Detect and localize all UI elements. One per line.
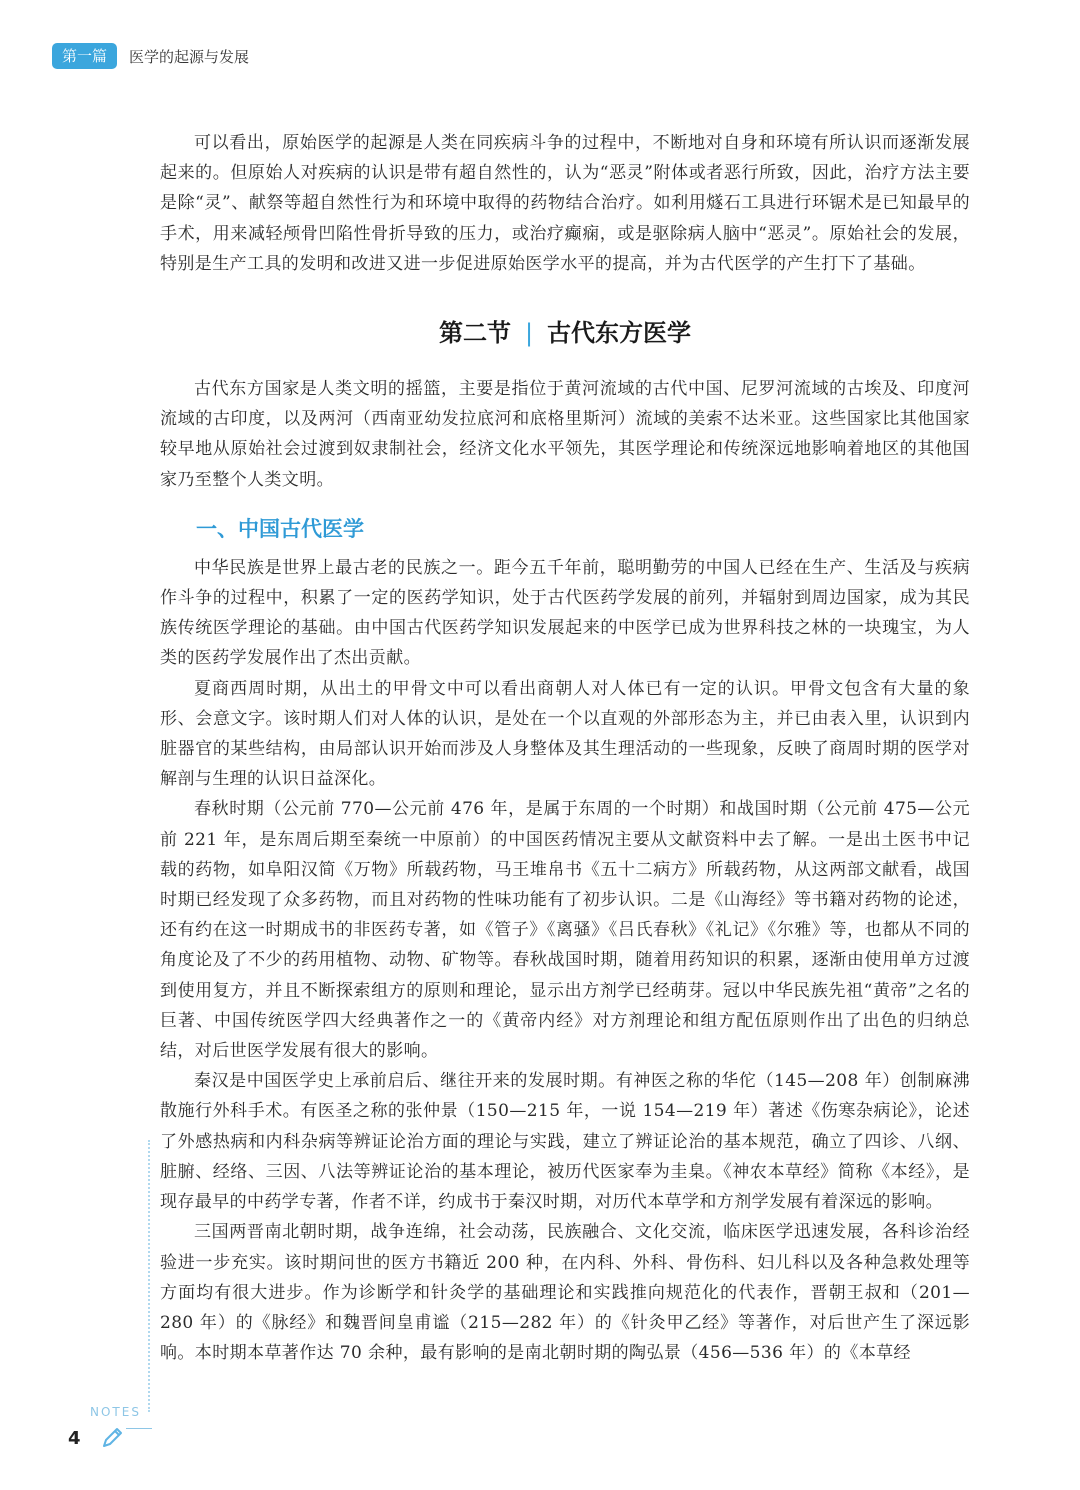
section-heading <box>160 313 970 348</box>
body-paragraph: 三国两晋南北朝时期，战争连绵，社会动荡，民族融合、文化交流，临床医学迅速发展，各科诊治经验进一步充实。该时期问世的医方书籍近 200 种，在内科、外科、骨伤科、妇儿科以及各种急救处理等方面均有很大进步。作为诊断学和针灸学的基础理论和实践推向规范化的代表作，晋朝王叔和（201—280 年）的《脉经》和魏晋间皇甫谧（215—282 年）的《针灸甲乙经》等著作，对后世产生了深远影响。本时期本草著作达 70 余种，最有影响的是南北朝时期的陶弘景（456—536 年）的《本草经 <box>160 1222 970 1364</box>
section-number: 第二节 <box>438 319 511 348</box>
notes-rule <box>126 1428 152 1429</box>
body-paragraph: 中华民族是世界上最古老的民族之一。距今五千年前，聪明勤劳的中国人已经在生产、生活及与疾病作斗争的过程中，积累了一定的医药学知识，处于古代医药学发展的前列，并辐射到周边国家，成为其民族传统医学理论的基础。由中国古代医药学知识发展起来的中医学已成为世界科技之林的一块瑰宝，为人类的医药学发展作出了杰出贡献。 <box>160 557 970 669</box>
pencil-icon <box>98 1424 126 1452</box>
notes-label: NOTES <box>90 1405 141 1419</box>
notes-margin-line <box>148 1140 150 1412</box>
subsection-heading: 一、中国古代医学 <box>196 516 364 541</box>
section-separator: | <box>524 319 534 348</box>
section-paragraph: 古代东方国家是人类文明的摇篮，主要是指位于黄河流域的古代中国、尼罗河流域的古埃及、印度河流域的古印度，以及两河（西南亚幼发拉底河和底格里斯河）流域的美索不达米亚。这些国家比其他国家较早地从原始社会过渡到奴隶制社会，经济文化水平领先，其医学理论和传统深远地影响着地区的其他国家乃至整个人类文明。 <box>160 379 970 490</box>
page-number: 4 <box>68 1428 81 1449</box>
part-tag: 第一篇 <box>52 43 117 69</box>
intro-paragraph: 可以看出，原始医学的起源是人类在同疾病斗争的过程中，不断地对自身和环境有所认识而逐渐发展起来的。但原始人对疾病的认识是带有超自然性的，认为“恶灵”附体或者恶行所致，因此，治疗方法主要是除“灵”、献祭等超自然性行为和环境中取得的药物结合治疗。如利用燧石工具进行环锯术是已知最早的手术，用来减轻颅骨凹陷性骨折导致的压力，或治疗癫痫，或是驱除病人脑中“恶灵”。原始社会的发展，特别是生产工具的发明和改进又进一步促进原始医学水平的提高，并为古代医学的产生打下了基础。 <box>160 133 970 274</box>
body-paragraph: 夏商西周时期，从出土的甲骨文中可以看出商朝人对人体已有一定的认识。甲骨文包含有大量的象形、会意文字。该时期人们对人体的认识，是处在一个以直观的外部形态为主，并已由表入里，认识到内脏器官的某些结构，由局部认识开始而涉及人身整体及其生理活动的一些现象，反映了商周时期的医学对解剖与生理的认识日益深化。 <box>160 678 970 790</box>
body-paragraph: 秦汉是中国医学史上承前启后、继往开来的发展时期。有神医之称的华佗（145—208 年）创制麻沸散施行外科手术。有医圣之称的张仲景（150—215 年，一说 154—219 年）著述《伤寒杂病论》，论述了外感热病和内科杂病等辨证论治方面的理论与实践，建立了辨证论治的基本规范，确立了四诊、八纲、脏腑、经络、三因、八法等辨证论治的基本理论，被历代医家奉为圭臬。《神农本草经》简称《本经》，是现存最早的中药学专著，作者不详，约成书于秦汉时期，对历代本草学和方剂学发展有着深远的影响。 <box>160 1071 970 1213</box>
section-title: 古代东方医学 <box>547 319 692 348</box>
running-header <box>52 42 249 70</box>
page-body <box>160 128 970 1368</box>
part-title: 医学的起源与发展 <box>129 47 250 66</box>
body-paragraph: 春秋时期（公元前 770—公元前 476 年，是属于东周的一个时期）和战国时期（公元前 475—公元前 221 年，是东周后期至秦统一中原前）的中国医药情况主要从文献资料中去了解。一是出土医书中记载的药物，如阜阳汉简《万物》所载药物，马王堆帛书《五十二病方》所载药物，从这两部文献看，战国时期已经发现了众多药物，而且对药物的性味功能有了初步认识。二是《山海经》等书籍对药物的论述，还有约在这一时期成书的非医药专著，如《管子》《离骚》《吕氏春秋》《礼记》《尔雅》等，也都从不同的角度论及了不少的药用植物、动物、矿物等。春秋战国时期，随着用药知识的积累，逐渐由使用单方过渡到使用复方，并且不断探索组方的原则和理论，显示出方剂学已经萌芽。冠以中华民族先祖“黄帝”之名的巨著、中国传统医学四大经典著作之一的《黄帝内经》对方剂理论和组方配伍原则作出了出色的归纳总结，对后世医学发展有很大的影响。 <box>160 799 970 1062</box>
